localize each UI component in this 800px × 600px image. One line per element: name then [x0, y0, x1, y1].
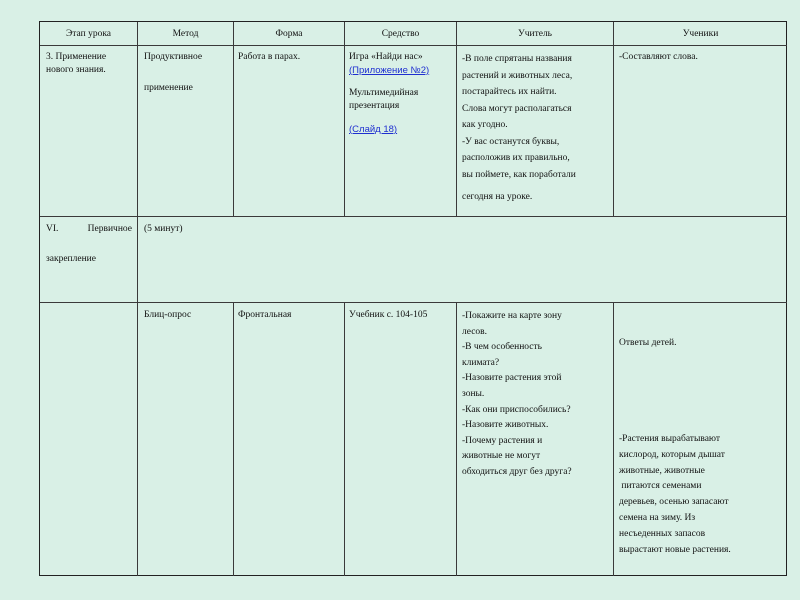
- text-line: нового знания.: [46, 65, 106, 75]
- text-line: климата?: [462, 357, 500, 368]
- text-line: -Как они приспособились?: [462, 404, 571, 415]
- header-method: Метод: [172, 29, 199, 39]
- stage-number: VI.: [46, 224, 59, 234]
- text-line: 3. Применение: [46, 52, 107, 62]
- row2-time: (5 минут): [144, 224, 183, 234]
- text-line: -Назовите растения этой: [462, 373, 562, 384]
- row1-stage: [46, 51, 106, 77]
- text-line: вы поймете, как поработали: [462, 169, 576, 180]
- row3-method: Блиц-опрос: [144, 310, 192, 320]
- column-divider: [456, 22, 457, 216]
- row1-form: Работа в парах.: [238, 52, 301, 62]
- column-divider: [344, 22, 345, 216]
- row1-students: -Составляют слова.: [619, 52, 698, 62]
- row-divider: [40, 216, 787, 217]
- text-line: Продуктивное: [144, 52, 203, 62]
- text-line: кислород, которым дышат: [619, 449, 725, 460]
- text-line: вырастают новые растения.: [619, 544, 731, 555]
- text-line: животные не могут: [462, 451, 541, 462]
- column-divider: [613, 22, 614, 216]
- lesson-plan-table: [39, 21, 787, 576]
- text-line: -Почему растения и: [462, 435, 543, 446]
- text-line: закрепление: [46, 254, 96, 264]
- text-line: -В поле спрятаны названия: [462, 54, 572, 64]
- column-divider: [137, 22, 138, 576]
- text-line: постарайтесь их найти.: [462, 87, 557, 97]
- text-line: лесов.: [462, 326, 488, 337]
- text-line: -Назовите животных.: [462, 420, 549, 431]
- text-line: животные, животные: [619, 465, 705, 476]
- row1-tool: [349, 51, 429, 136]
- row3-form: Фронтальная: [238, 310, 292, 320]
- header-stage: Этап урока: [65, 29, 112, 39]
- text-line: деревьев, осенью запасают: [619, 497, 729, 508]
- text-line: Игра «Найди нас»: [349, 52, 423, 62]
- text-line: растений и животных леса,: [462, 70, 573, 81]
- text-line: -У вас останутся буквы,: [462, 136, 560, 147]
- text-line: обходиться друг без друга?: [462, 466, 572, 477]
- row3-students-answer: Ответы детей.: [619, 338, 677, 348]
- row3-teacher: [462, 309, 572, 481]
- text-line: питаются семенами: [619, 481, 702, 492]
- row-divider: [40, 45, 787, 46]
- header-teacher: Учитель: [517, 29, 553, 39]
- text-line: несъеденных запасов: [619, 528, 706, 539]
- row1-method: [144, 51, 202, 95]
- row3-tool: Учебник с. 104-105: [349, 310, 428, 320]
- column-divider: [613, 302, 614, 576]
- stage-title: Первичное: [87, 224, 132, 234]
- column-divider: [344, 302, 345, 576]
- text-line: сегодня на уроке.: [462, 192, 533, 202]
- row3-students: [619, 432, 731, 558]
- text-line: -Растения вырабатывают: [619, 434, 721, 444]
- text-line: [46, 223, 132, 236]
- text-line: применение: [144, 83, 193, 93]
- text-line: расположив их правильно,: [462, 153, 570, 163]
- column-divider: [456, 302, 457, 576]
- text-line: как угодно.: [462, 120, 508, 130]
- column-divider: [233, 22, 234, 216]
- header-students: Ученики: [682, 29, 719, 39]
- row2-stage: [46, 223, 132, 266]
- text-line: семена на зиму. Из: [619, 512, 696, 523]
- column-divider: [233, 302, 234, 576]
- row1-teacher: [462, 51, 576, 206]
- slide-link[interactable]: (Слайд 18): [349, 124, 398, 135]
- text-line: Мультимедийная: [349, 88, 419, 98]
- text-line: Слова могут располагаться: [462, 103, 572, 114]
- text-line: презентация: [349, 101, 400, 111]
- appendix-link[interactable]: (Приложение №2): [349, 65, 430, 76]
- text-line: -Покажите на карте зону: [462, 311, 562, 321]
- text-line: -В чем особенность: [462, 342, 542, 353]
- row-divider: [40, 302, 787, 303]
- header-tool: Средство: [381, 29, 420, 39]
- header-form: Форма: [275, 29, 303, 39]
- text-line: зоны.: [462, 388, 485, 399]
